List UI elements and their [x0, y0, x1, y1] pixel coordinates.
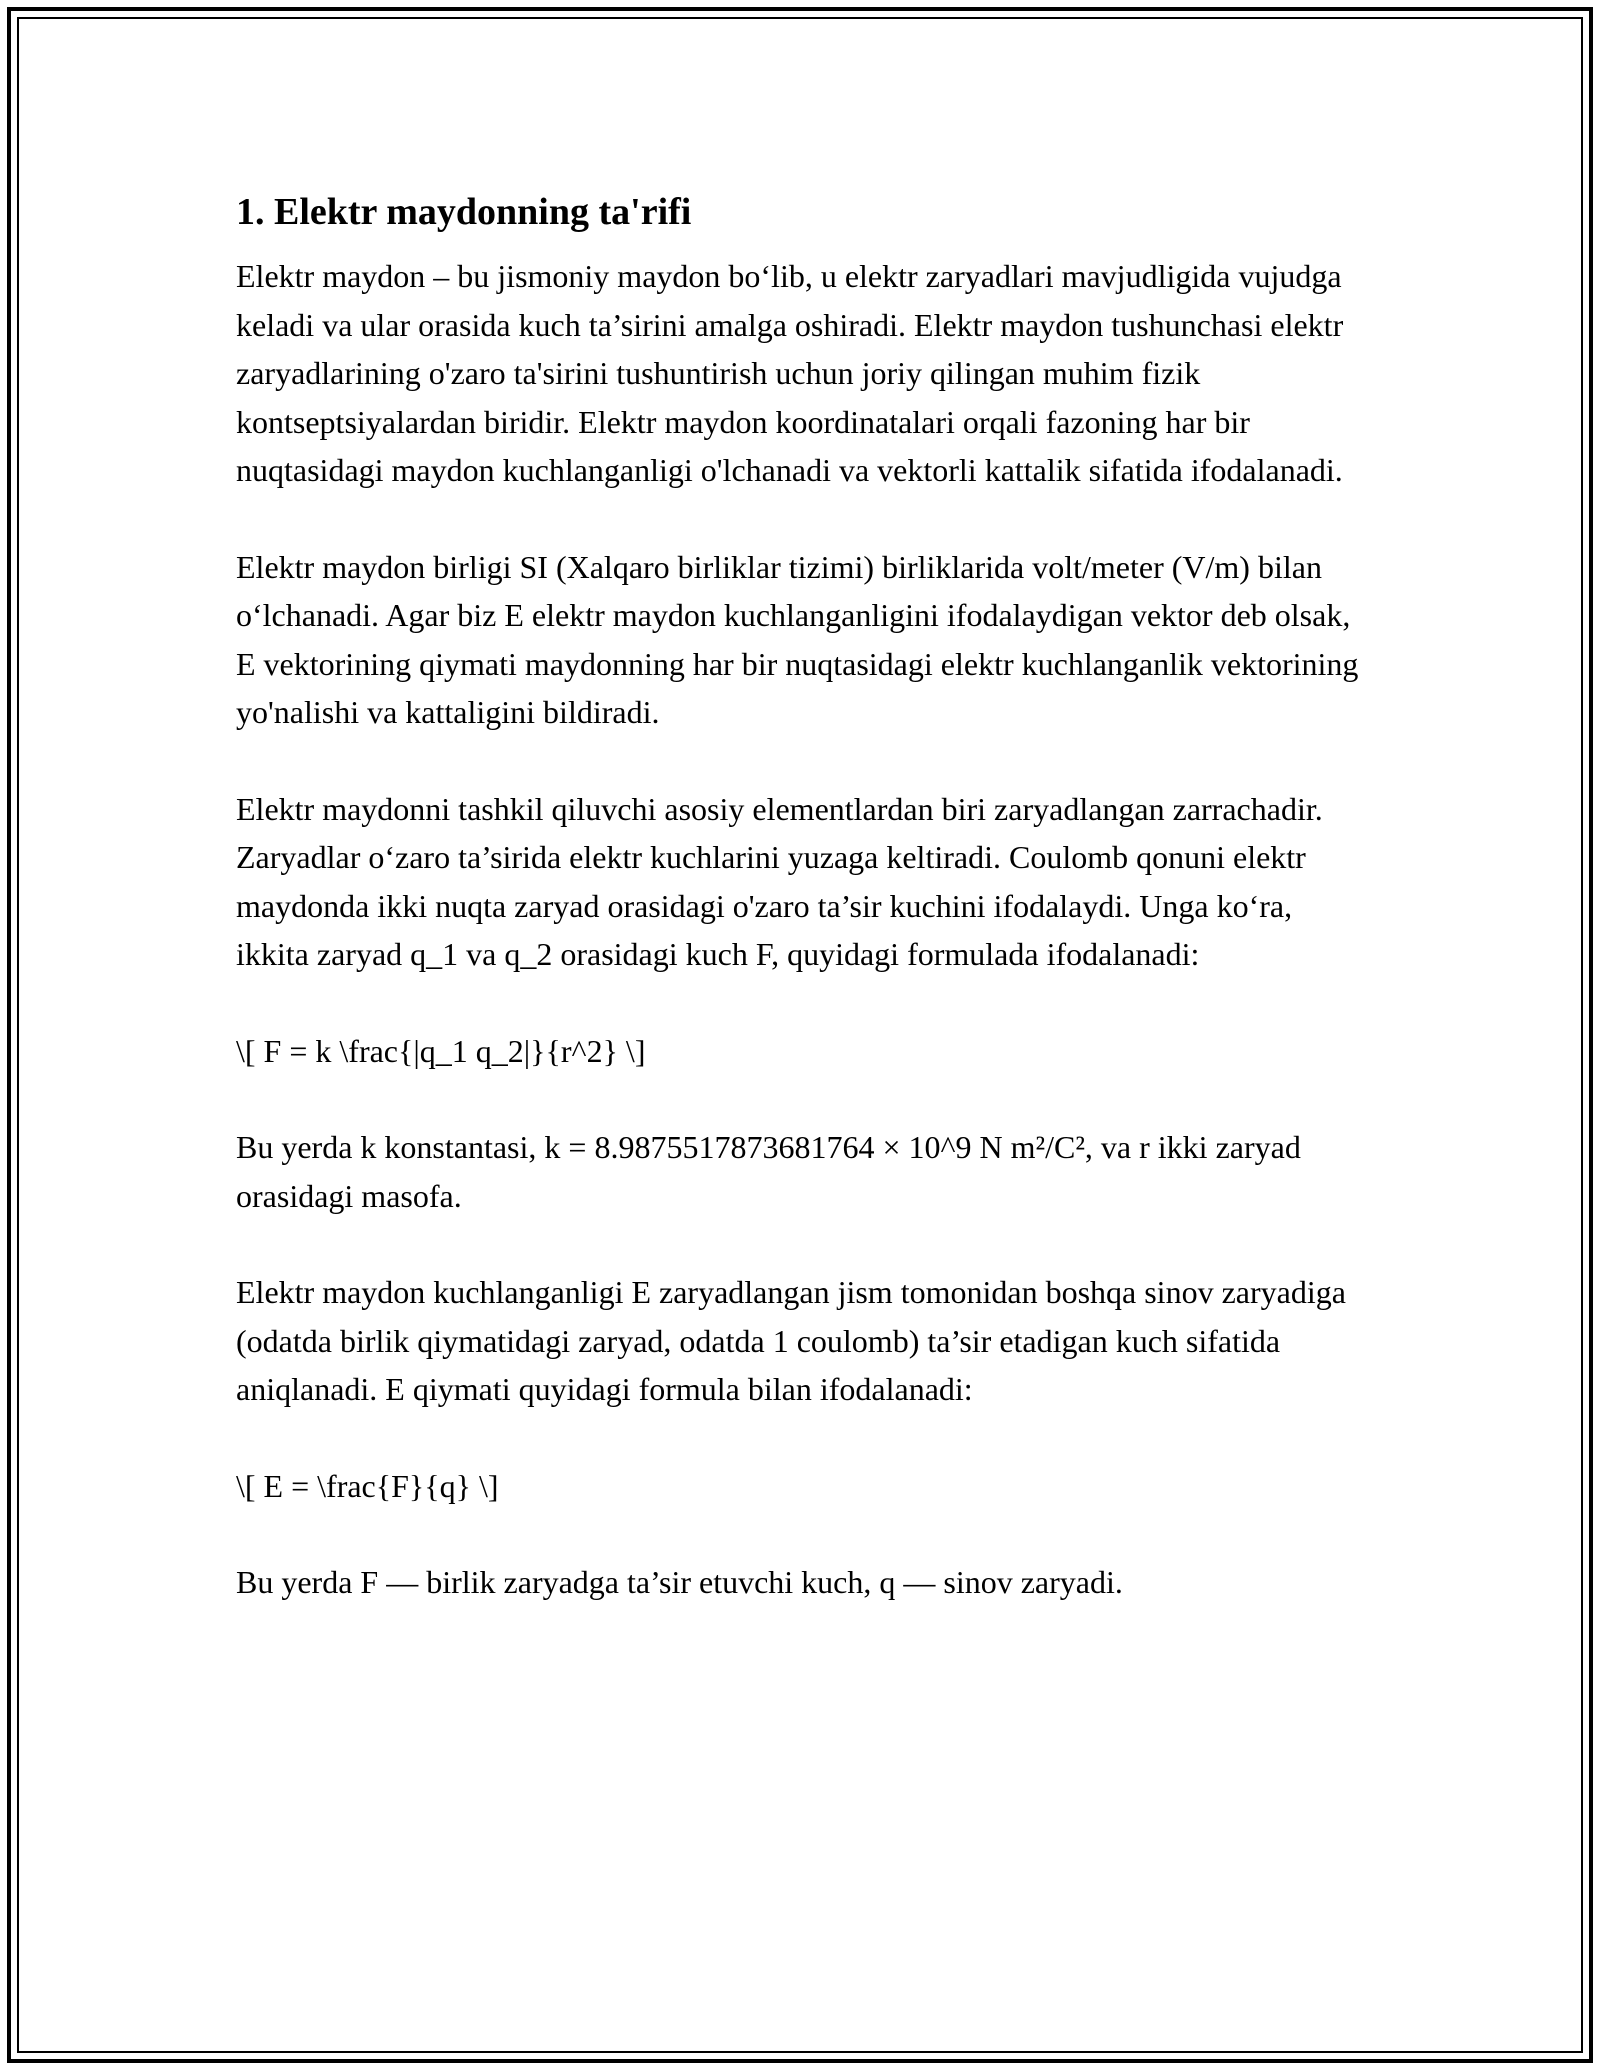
paragraph-coulomb-law: Elektr maydonni tashkil qiluvchi asosiy elementlardan biri zaryadlangan zarrachadir. Zaryadlar o‘zaro ta’sirida elektr kuchlarini yuzaga keltiradi. Coulomb qonuni elektr maydonda ikki nuqta zaryad orasidagi o'zaro ta’sir kuchini ifodalaydi. Unga ko‘ra, ikkita zaryad q_1 va q_2 orasidagi kuch F, quyidagi formulada ifodalanadi: — [236, 790, 1323, 972]
formula-coulomb: \[ F = k \frac{|q_1 q_2|}{r^2} \] — [236, 1032, 646, 1069]
document-body — [236, 186, 1366, 1655]
paragraph-explanation: Bu yerda F — birlik zaryadga ta’sir etuvchi kuch, q — sinov zaryadi. — [236, 1564, 1123, 1600]
paragraph-field-strength: Elektr maydon kuchlanganligi E zaryadlangan jism tomonidan boshqa sinov zaryadiga (odatda birlik qiymatidagi zaryad, odatda 1 coulomb) ta’sir etadigan kuch sifatida aniqlanadi. E qiymati quyidagi formula bilan ifodalanadi: — [236, 1274, 1346, 1407]
paragraph-units: Elektr maydon birligi SI (Xalqaro birliklar tizimi) birliklarida volt/meter (V/m) bilan o‘lchanadi. Agar biz E elektr maydon kuchlanganligini ifodalaydigan vektor deb olsak, E vektorining qiymati maydonning har bir nuqtasidagi elektr kuchlanganlik vektorining yo'nalishi va kattaligini bildiradi. — [236, 548, 1359, 730]
paragraph-constant: Bu yerda k konstantasi, k = 8.9875517873681764 × 10^9 N m²/C², va r ikki zaryad orasidagi masofa. — [236, 1129, 1301, 1214]
formula-field-strength: \[ E = \frac{F}{q} \] — [236, 1467, 499, 1504]
paragraph-definition: Elektr maydon – bu jismoniy maydon bo‘lib, u elektr zaryadlari mavjudligida vujudga keladi va ular orasida kuch ta’sirini amalga oshiradi. Elektr maydon tushunchasi elektr zaryadlarining o'zaro ta'sirini tushuntirish uchun joriy qilingan muhim fizik kontseptsiyalardan biridir. Elektr maydon koordinatalari orqali fazoning har bir nuqtasidagi maydon kuchlanganligi o'lchanadi va vektorli kattalik sifatida ifodalanadi. — [236, 258, 1344, 488]
section-heading: 1. Elektr maydonning ta'rifi — [236, 191, 692, 233]
